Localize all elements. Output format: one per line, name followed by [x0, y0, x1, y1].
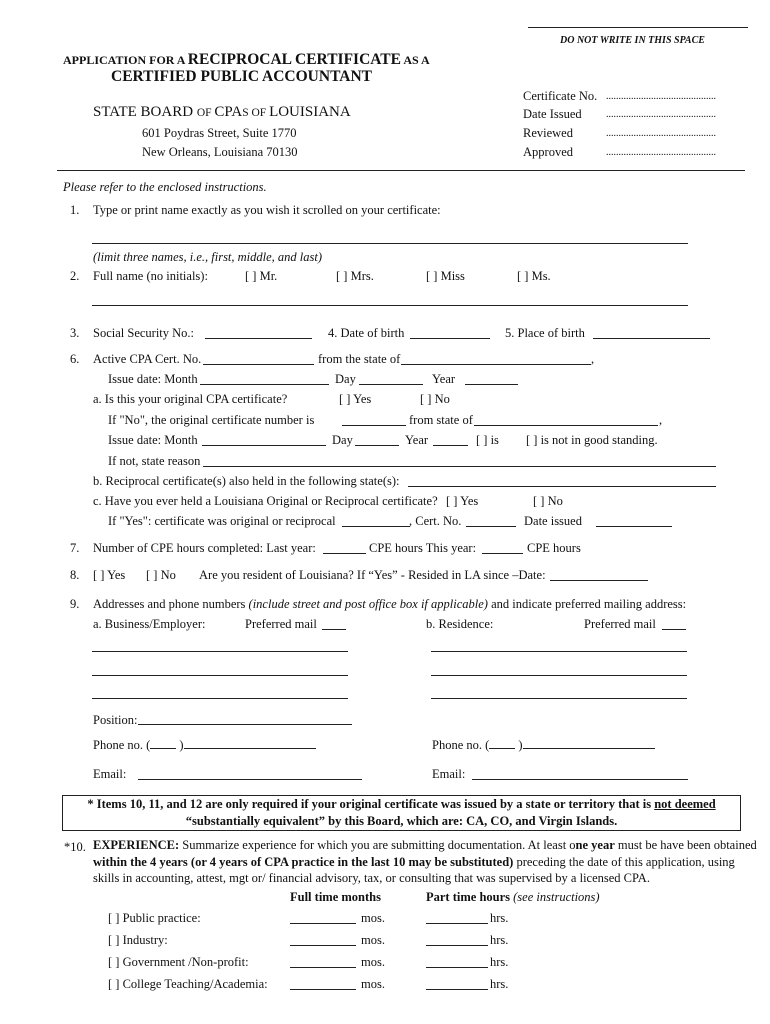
q10-line-1 — [93, 837, 757, 854]
q6a-comma: , — [659, 413, 663, 427]
phone2-area-field[interactable] — [489, 737, 515, 749]
exp-academia-months-field[interactable] — [290, 989, 356, 990]
exp-government-months-field[interactable] — [290, 967, 356, 968]
col-part-time-note: (see instructions) — [510, 890, 600, 904]
exp-academia-hrs: hrs. — [490, 977, 509, 991]
phone1-area-field[interactable] — [150, 737, 176, 749]
col-part-time-label: Part time hours — [426, 890, 511, 904]
cpa-state-field[interactable] — [401, 364, 591, 365]
q7-cpe1: CPE hours This year: — [369, 541, 477, 555]
residence-pref-mail-field[interactable] — [662, 629, 686, 630]
issue-month-field[interactable] — [200, 384, 329, 385]
exp-industry-months-field[interactable] — [290, 945, 356, 946]
board-address-2: New Orleans, Louisiana 70130 — [142, 145, 298, 159]
exp-academia-mos: mos. — [361, 977, 385, 991]
dob-field[interactable] — [410, 338, 490, 339]
cpe-this-year-field[interactable] — [482, 553, 523, 554]
q6a-yes-checkbox[interactable]: [ ] Yes — [339, 392, 372, 406]
q6-if-not: If not, state reason — [108, 454, 201, 468]
title-suffix: AS A — [400, 53, 430, 67]
q2-number: 2. — [70, 269, 80, 283]
orig-day-field[interactable] — [355, 445, 399, 446]
birthplace-field[interactable] — [593, 338, 710, 339]
q6-issue-month: Issue date: Month — [108, 372, 198, 386]
phone1-open: Phone no. ( — [93, 738, 151, 752]
q1-number: 1. — [70, 203, 80, 217]
exp-government-mos: mos. — [361, 955, 385, 969]
email2-field[interactable] — [472, 779, 688, 780]
board-address-1: 601 Poydras Street, Suite 1770 — [142, 126, 297, 140]
q6c-no-checkbox[interactable]: [ ] No — [533, 494, 563, 508]
issue-day-field[interactable] — [359, 384, 423, 385]
q6c-if-yes: If "Yes": certificate was original or reciprocal — [108, 514, 336, 528]
notice-line-2: “substantially equivalent” by this Board, which are: CA, CO, and Virgin Islands. — [185, 814, 618, 828]
q6-label: Active CPA Cert. No. — [93, 352, 202, 366]
q9-text — [93, 598, 686, 611]
cpe-last-year-field[interactable] — [323, 553, 366, 554]
q6-year: Year — [432, 372, 456, 386]
phone2-close: ) — [518, 738, 523, 752]
title-prefix: APPLICATION FOR A — [63, 53, 188, 67]
q6-number: 6. — [70, 352, 80, 366]
issue-year-field[interactable] — [465, 384, 518, 385]
q2-hint: (limit three names, i.e., first, middle, and last) — [93, 250, 323, 264]
q6a-text: a. Is this your original CPA certificate? — [93, 392, 288, 406]
board-c: LOUISIANA — [269, 104, 351, 120]
orig-year-field[interactable] — [433, 445, 468, 446]
q9-position-label: Position: — [93, 713, 138, 727]
residence-address-line-1[interactable] — [431, 651, 687, 652]
office-reviewed: Reviewed — [523, 126, 573, 140]
q9-text-b: and indicate preferred mailing address: — [487, 597, 687, 611]
exp-academia-checkbox[interactable]: [ ] College Teaching/Academia: — [108, 977, 268, 991]
q9-number: 9. — [70, 597, 80, 611]
board-of2: OF — [248, 107, 270, 119]
board-s: S — [242, 107, 249, 119]
q2-mrs-checkbox[interactable]: [ ] Mrs. — [336, 269, 374, 283]
office-dots-2: ............................................ — [606, 109, 716, 120]
exp-industry-hrs: hrs. — [490, 933, 509, 947]
orig-state-field[interactable] — [474, 425, 658, 426]
q8-yes-checkbox[interactable]: [ ] Yes — [93, 568, 126, 582]
exp-government-hours-field[interactable] — [426, 967, 488, 968]
q6-day: Day — [335, 372, 356, 386]
q8-text: Are you resident of Louisiana? If “Yes” - Resided in LA since –Date: — [199, 568, 546, 582]
office-dots-3: ............................................ — [606, 128, 716, 139]
business-address-line-3[interactable] — [92, 698, 348, 699]
q4-label: 4. Date of birth — [328, 326, 405, 340]
board-name — [93, 105, 351, 120]
office-dots-1: ............................................ — [606, 91, 716, 102]
orig-or-recip-field[interactable] — [342, 526, 410, 527]
q10-t2c: preceding the date of this application, using — [513, 854, 735, 869]
q8-no-checkbox[interactable]: [ ] No — [146, 568, 176, 582]
q9-email2-label: Email: — [432, 767, 466, 781]
residence-address-line-3[interactable] — [431, 698, 687, 699]
q6-from-state: from the state of — [318, 352, 401, 366]
q6c-text: c. Have you ever held a Louisiana Original or Reciprocal certificate? — [93, 494, 438, 508]
q6a-if-no: If "No", the original certificate number is — [108, 413, 315, 427]
q9-phone2-label — [432, 737, 655, 752]
notice-line-1 — [63, 796, 740, 813]
q1-name-line[interactable] — [92, 243, 688, 244]
exp-public-practice-checkbox[interactable]: [ ] Public practice: — [108, 911, 201, 925]
exp-government-checkbox[interactable]: [ ] Government /Non-profit: — [108, 955, 249, 969]
business-pref-mail-field[interactable] — [322, 629, 346, 630]
phone1-number-field[interactable] — [184, 737, 316, 749]
q10-within: within the 4 years (or 4 years of CPA practice in the last 10 may be substituted) — [93, 854, 514, 869]
q7-text: Number of CPE hours completed: Last year: — [93, 541, 316, 555]
q9-email1-label: Email: — [93, 767, 127, 781]
q2-ms-checkbox[interactable]: [ ] Ms. — [517, 269, 551, 283]
business-address-line-1[interactable] — [92, 651, 348, 652]
office-approved: Approved — [523, 145, 573, 159]
orig-cert-no-field[interactable] — [342, 425, 406, 426]
q3-label: Social Security No.: — [93, 326, 195, 340]
col-part-time — [426, 891, 600, 904]
reason-field[interactable] — [203, 466, 716, 467]
not-good-standing-checkbox[interactable]: [ ] is not in good standing. — [526, 433, 658, 447]
ssn-field[interactable] — [205, 338, 312, 339]
la-date-issued-field[interactable] — [596, 526, 672, 527]
phone2-open: Phone no. ( — [432, 738, 490, 752]
cpa-cert-no-field[interactable] — [203, 364, 314, 365]
q2-miss-checkbox[interactable]: [ ] Miss — [426, 269, 465, 283]
office-certificate-no: Certificate No. — [523, 89, 598, 103]
q10-number: *10. — [64, 840, 86, 854]
office-use-rule — [528, 27, 748, 28]
q6c-cert-no: , Cert. No. — [409, 514, 462, 528]
substantial-equivalency-notice — [62, 795, 741, 831]
q7-cpe2: CPE hours — [527, 541, 581, 555]
exp-industry-hours-field[interactable] — [426, 945, 488, 946]
q10-line-2 — [93, 854, 753, 871]
q6a-year: Year — [405, 433, 429, 447]
office-dots-4: ............................................ — [606, 147, 716, 158]
q6c-yes-checkbox[interactable]: [ ] Yes — [446, 494, 479, 508]
exp-public-hours-field[interactable] — [426, 923, 488, 924]
q10-line-3: skills in accounting, attest, mgt or/ financial advisory, tax, or consulting that was supervised by a licensed CPA. — [93, 871, 650, 885]
instructions-note: Please refer to the enclosed instructions. — [63, 180, 267, 194]
q3-number: 3. — [70, 326, 80, 340]
la-cert-no-field[interactable] — [466, 526, 516, 527]
col-full-time: Full time months — [290, 890, 381, 904]
q2-label: Full name (no initials): — [93, 269, 208, 283]
q10-t1c: must be have been obtained — [614, 838, 757, 852]
business-address-line-2[interactable] — [92, 675, 348, 676]
position-field[interactable] — [138, 724, 352, 725]
office-date-issued: Date Issued — [523, 107, 582, 121]
q9-text-italic: (include street and post office box if applicable) — [248, 597, 488, 611]
board-a: STATE BOARD — [93, 104, 197, 120]
form-title-line2: CERTIFIED PUBLIC ACCOUNTANT — [111, 68, 372, 85]
q5-label: 5. Place of birth — [505, 326, 585, 340]
orig-month-field[interactable] — [202, 445, 326, 446]
exp-public-mos: mos. — [361, 911, 385, 925]
notice-line-1-text: * Items 10, 11, and 12 are only required if your original certificate was issued by a state or territory that is — [87, 797, 655, 811]
other-states-field[interactable] — [408, 486, 716, 487]
header-divider — [57, 170, 745, 171]
q7-number: 7. — [70, 541, 80, 555]
q10-paragraph — [93, 837, 757, 887]
q6a-issue-month: Issue date: Month — [108, 433, 198, 447]
q1-text: Type or print name exactly as you wish it scrolled on your certificate: — [93, 203, 441, 217]
exp-government-hrs: hrs. — [490, 955, 509, 969]
board-of1: OF — [196, 107, 215, 119]
q6-comma: , — [591, 352, 595, 366]
q6a-day: Day — [332, 433, 353, 447]
board-b: CPA — [214, 104, 243, 120]
q9-pref-mail-1: Preferred mail — [245, 617, 317, 631]
form-title — [63, 52, 430, 68]
q2-fullname-line[interactable] — [92, 305, 688, 306]
q9-phone1-label — [93, 737, 316, 752]
q10-one-year: ne year — [575, 838, 615, 852]
exp-public-months-field[interactable] — [290, 923, 356, 924]
exp-industry-mos: mos. — [361, 933, 385, 947]
phone1-close: ) — [179, 738, 184, 752]
exp-industry-checkbox[interactable]: [ ] Industry: — [108, 933, 168, 947]
q6c-date-issued: Date issued — [524, 514, 582, 528]
exp-academia-hours-field[interactable] — [426, 989, 488, 990]
la-resident-date-field[interactable] — [550, 580, 648, 581]
email1-field[interactable] — [138, 779, 362, 780]
do-not-write-note: DO NOT WRITE IN THIS SPACE — [560, 35, 705, 46]
q9-pref-mail-2: Preferred mail — [584, 617, 656, 631]
q9-business-label: a. Business/Employer: — [93, 617, 206, 631]
q6a-no-checkbox[interactable]: [ ] No — [420, 392, 450, 406]
notice-not-deemed: not deemed — [654, 797, 716, 811]
q10-t1: Summarize experience for which you are submitting documentation. At least o — [179, 838, 576, 852]
q2-mr-checkbox[interactable]: [ ] Mr. — [245, 269, 278, 283]
q10-head: EXPERIENCE: — [93, 838, 180, 852]
q6b-text: b. Reciprocal certificate(s) also held in the following state(s): — [93, 474, 400, 488]
q8-number: 8. — [70, 568, 80, 582]
exp-public-hrs: hrs. — [490, 911, 509, 925]
q9-text-a: Addresses and phone numbers — [93, 597, 249, 611]
q9-residence-label: b. Residence: — [426, 617, 494, 631]
q6a-from-state-of: from state of — [409, 413, 473, 427]
title-main: RECIPROCAL CERTIFICATE — [187, 51, 401, 68]
phone2-number-field[interactable] — [523, 737, 655, 749]
residence-address-line-2[interactable] — [431, 675, 687, 676]
good-standing-checkbox[interactable]: [ ] is — [476, 433, 499, 447]
